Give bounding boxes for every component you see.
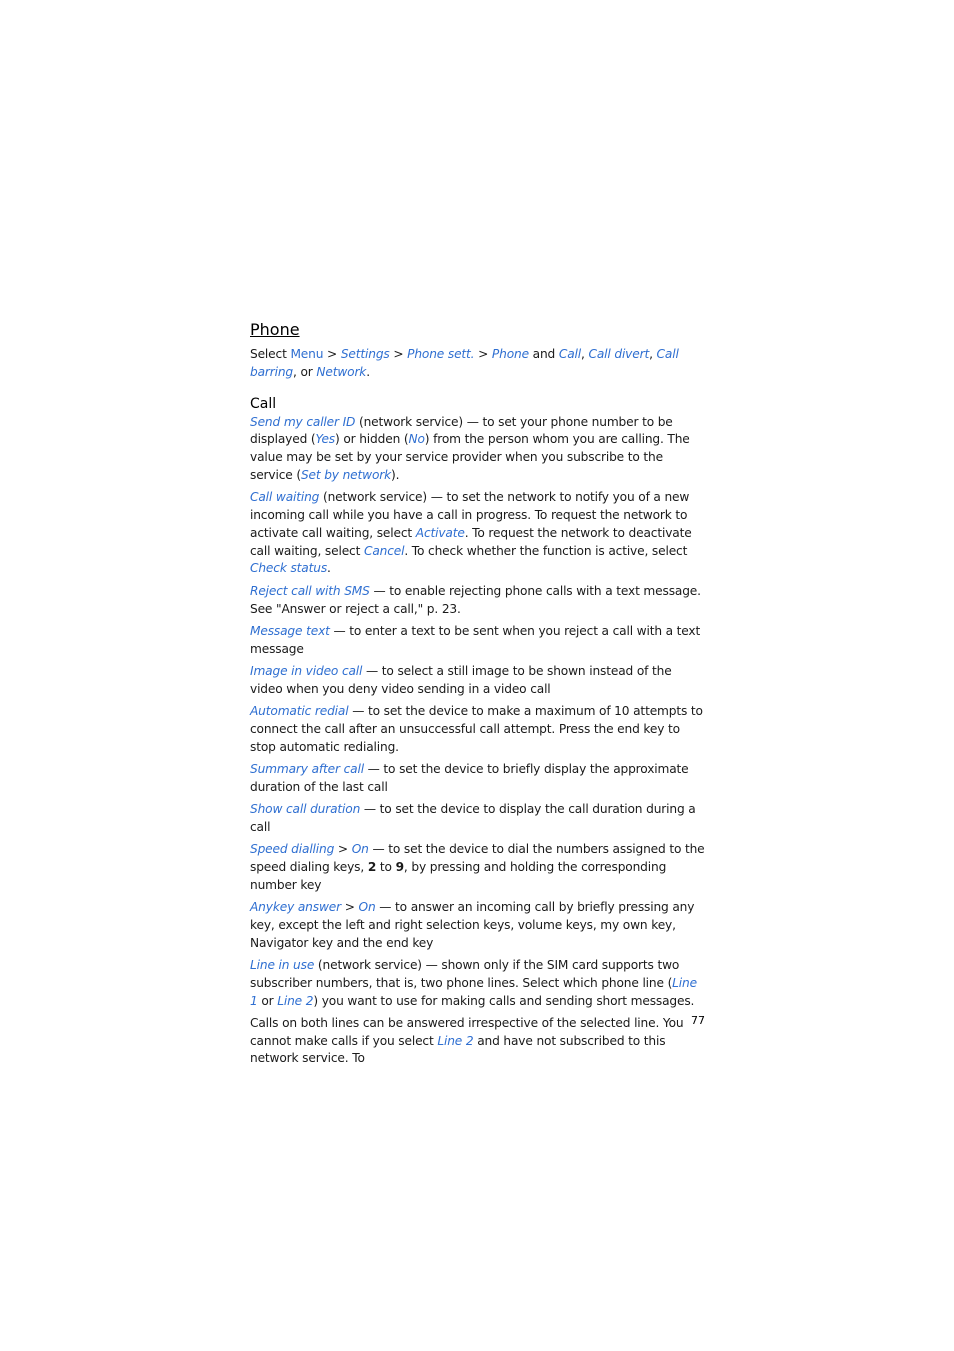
call-divert-link: Call divert — [588, 347, 650, 361]
summary-term: Summary after call — [250, 761, 364, 776]
intro-paragraph: Select Menu > Settings > Phone sett. > Phone and Call, Call divert, Call barring, or Network. — [250, 347, 679, 379]
anykey-on-option: On — [358, 900, 376, 915]
line-2-option: Line 2 — [277, 993, 314, 1008]
page-content — [250, 318, 706, 1073]
call-waiting-term: Call waiting — [250, 490, 320, 505]
page-number: 77 — [691, 1014, 705, 1027]
phone-link: Phone — [491, 347, 529, 361]
reject-sms-term: Reject call with SMS — [250, 583, 370, 598]
call-waiting-item: Call waiting (network service) — to set the network to notify you of a new incoming call while you have a call in progress. To request the network to activate call waiting, select Activate. To request the network to deactivate call waiting, select Cancel. To check whether the function is active, select Check status. — [250, 490, 692, 576]
speed-on-option: On — [351, 842, 369, 857]
image-video-term: Image in video call — [250, 663, 363, 678]
call-link: Call — [558, 347, 582, 361]
phone-sett-link: Phone sett. — [407, 347, 475, 361]
no-option: No — [408, 432, 425, 447]
network-link: Network — [316, 364, 367, 379]
summary-item: Summary after call — to set the device to briefly display the approximate duration of the last call — [250, 761, 689, 794]
show-duration-term: Show call duration — [250, 802, 361, 817]
anykey-term: Anykey answer — [250, 900, 341, 915]
speed-dialling-item: Speed dialling > On — to set the device to dial the numbers assigned to the speed dialing keys, 2 to 9, by pressing and holding the corresponding number key — [250, 842, 705, 892]
menu-link: Menu — [290, 347, 324, 361]
caller-id-term: Send my caller ID — [250, 414, 356, 429]
show-duration-item: Show call duration — to set the device to display the call duration during a call — [250, 802, 696, 834]
settings-link: Settings — [340, 347, 390, 361]
section-heading: Phone — [250, 320, 300, 339]
reject-sms-item: Reject call with SMS — to enable rejecting phone calls with a text message. See "Answer or reject a call," p. 23. — [250, 583, 701, 616]
speed-dialling-term: Speed dialling — [250, 842, 335, 857]
subsection-heading: Call — [250, 395, 277, 412]
key-9: 9 — [395, 859, 404, 874]
image-video-item: Image in video call — to select a still image to be shown instead of the video when you deny video sending in a video call — [250, 663, 672, 696]
line-2-ref: Line 2 — [437, 1033, 474, 1048]
message-text-item: Message text — to enter a text to be sent when you reject a call with a text message — [250, 623, 701, 656]
key-2: 2 — [367, 859, 377, 874]
anykey-item: Anykey answer > On — to answer an incoming call by briefly pressing any key, except the left and right selection keys, volume keys, my own key, Navigator key and the end key — [250, 900, 695, 950]
check-status-option: Check status — [250, 561, 328, 576]
auto-redial-item: Automatic redial — to set the device to make a maximum of 10 attempts to connect the call after an unsuccessful call attempt. Press the end key to stop automatic redialing. — [250, 704, 703, 754]
cancel-option: Cancel — [363, 543, 405, 558]
line-in-use-item: Line in use (network service) — shown only if the SIM card supports two subscriber numbers, that is, two phone lines. Select which phone line (Line 1 or Line 2) you want to use for making calls and sending short messages. — [250, 957, 697, 1008]
activate-option: Activate — [415, 525, 465, 540]
yes-option: Yes — [315, 432, 336, 447]
line-in-use-term: Line in use — [250, 957, 315, 972]
line-1-option: Line 1 — [250, 975, 697, 1008]
calls-both-lines-paragraph: Calls on both lines can be answered irrespective of the selected line. You cannot make calls if you select Line 2 and have not subscribed to this network service. To — [250, 1015, 684, 1066]
auto-redial-term: Automatic redial — [250, 704, 349, 719]
set-by-network-option: Set by network — [300, 467, 392, 482]
caller-id-item: Send my caller ID (network service) — to set your phone number to be displayed (Yes) or hidden (No) from the person whom you are calling. The value may be set by your service provider when you subscribe to the service (Set by network). — [250, 414, 690, 482]
call-barring-link: Call barring — [250, 347, 679, 379]
message-text-term: Message text — [250, 623, 330, 638]
